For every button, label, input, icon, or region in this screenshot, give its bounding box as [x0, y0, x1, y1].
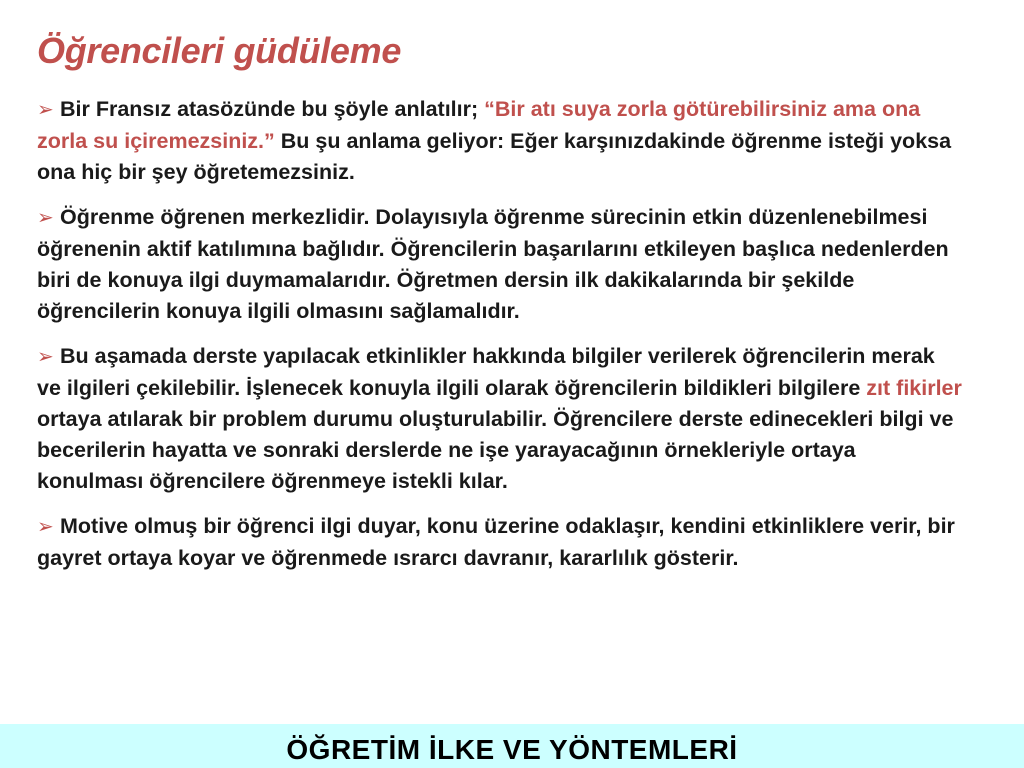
highlight-text: zıt fikirler: [866, 376, 962, 400]
paragraph-learner-centered: [37, 202, 962, 327]
paragraph-text: Bu şu anlama geliyor: Eğer karşınızdakinde öğrenme isteği yoksa ona hiç bir şey öğretemezsiniz.: [37, 129, 952, 184]
arrow-bullet-icon: ➢: [37, 516, 54, 538]
slide-content: [37, 94, 962, 588]
footer-bar: [0, 724, 1024, 768]
arrow-bullet-icon: ➢: [37, 99, 54, 121]
paragraph-text: Bir Fransız atasözünde bu şöyle anlatılır;: [60, 97, 485, 121]
paragraph-motivated-student: [37, 511, 962, 574]
paragraph-proverb: [37, 94, 962, 188]
footer-title: ÖĞRETİM İLKE VE YÖNTEMLERİ: [286, 734, 738, 765]
paragraph-text: ortaya atılarak bir problem durumu oluşturulabilir. Öğrencilere derste edinecekleri bilgi ve becerilerin hayatta ve sonraki derslerde ne işe yarayacağının örnekleriyle ortaya konulması öğrencilere öğrenmeye istekli kılar.: [37, 407, 954, 493]
paragraph-activities: [37, 341, 962, 497]
paragraph-text: Bu aşamada derste yapılacak etkinlikler hakkında bilgiler verilerek öğrencilerin merak ve ilgileri çekilebilir. İşlenecek konuyla ilgili olarak öğrencilerin bildikleri bilgilere: [37, 344, 935, 400]
paragraph-text: Öğrenme öğrenen merkezlidir. Dolayısıyla öğrenme sürecinin etkin düzenlenebilmesi öğrenenin aktif katılımına bağlıdır. Öğrencilerin başarılarını etkileyen başlıca nedenlerden biri de konuya ilgi duymamalarıdır. Öğretmen dersin ilk dakikalarında bir şekilde öğrencilerin konuya ilgili olmasını sağlamalıdır.: [37, 205, 949, 323]
proverb-quote: “Bir atı suya zorla götürebilirsiniz ama ona zorla su içiremezsiniz.”: [37, 97, 921, 153]
slide-title: Öğrencileri güdüleme: [37, 30, 402, 71]
arrow-bullet-icon: ➢: [37, 346, 54, 368]
paragraph-text: Motive olmuş bir öğrenci ilgi duyar, konu üzerine odaklaşır, kendini etkinliklere verir, bir gayret ortaya koyar ve öğrenmede ısrarcı davranır, kararlılık gösterir.: [37, 514, 955, 570]
arrow-bullet-icon: ➢: [37, 207, 54, 229]
